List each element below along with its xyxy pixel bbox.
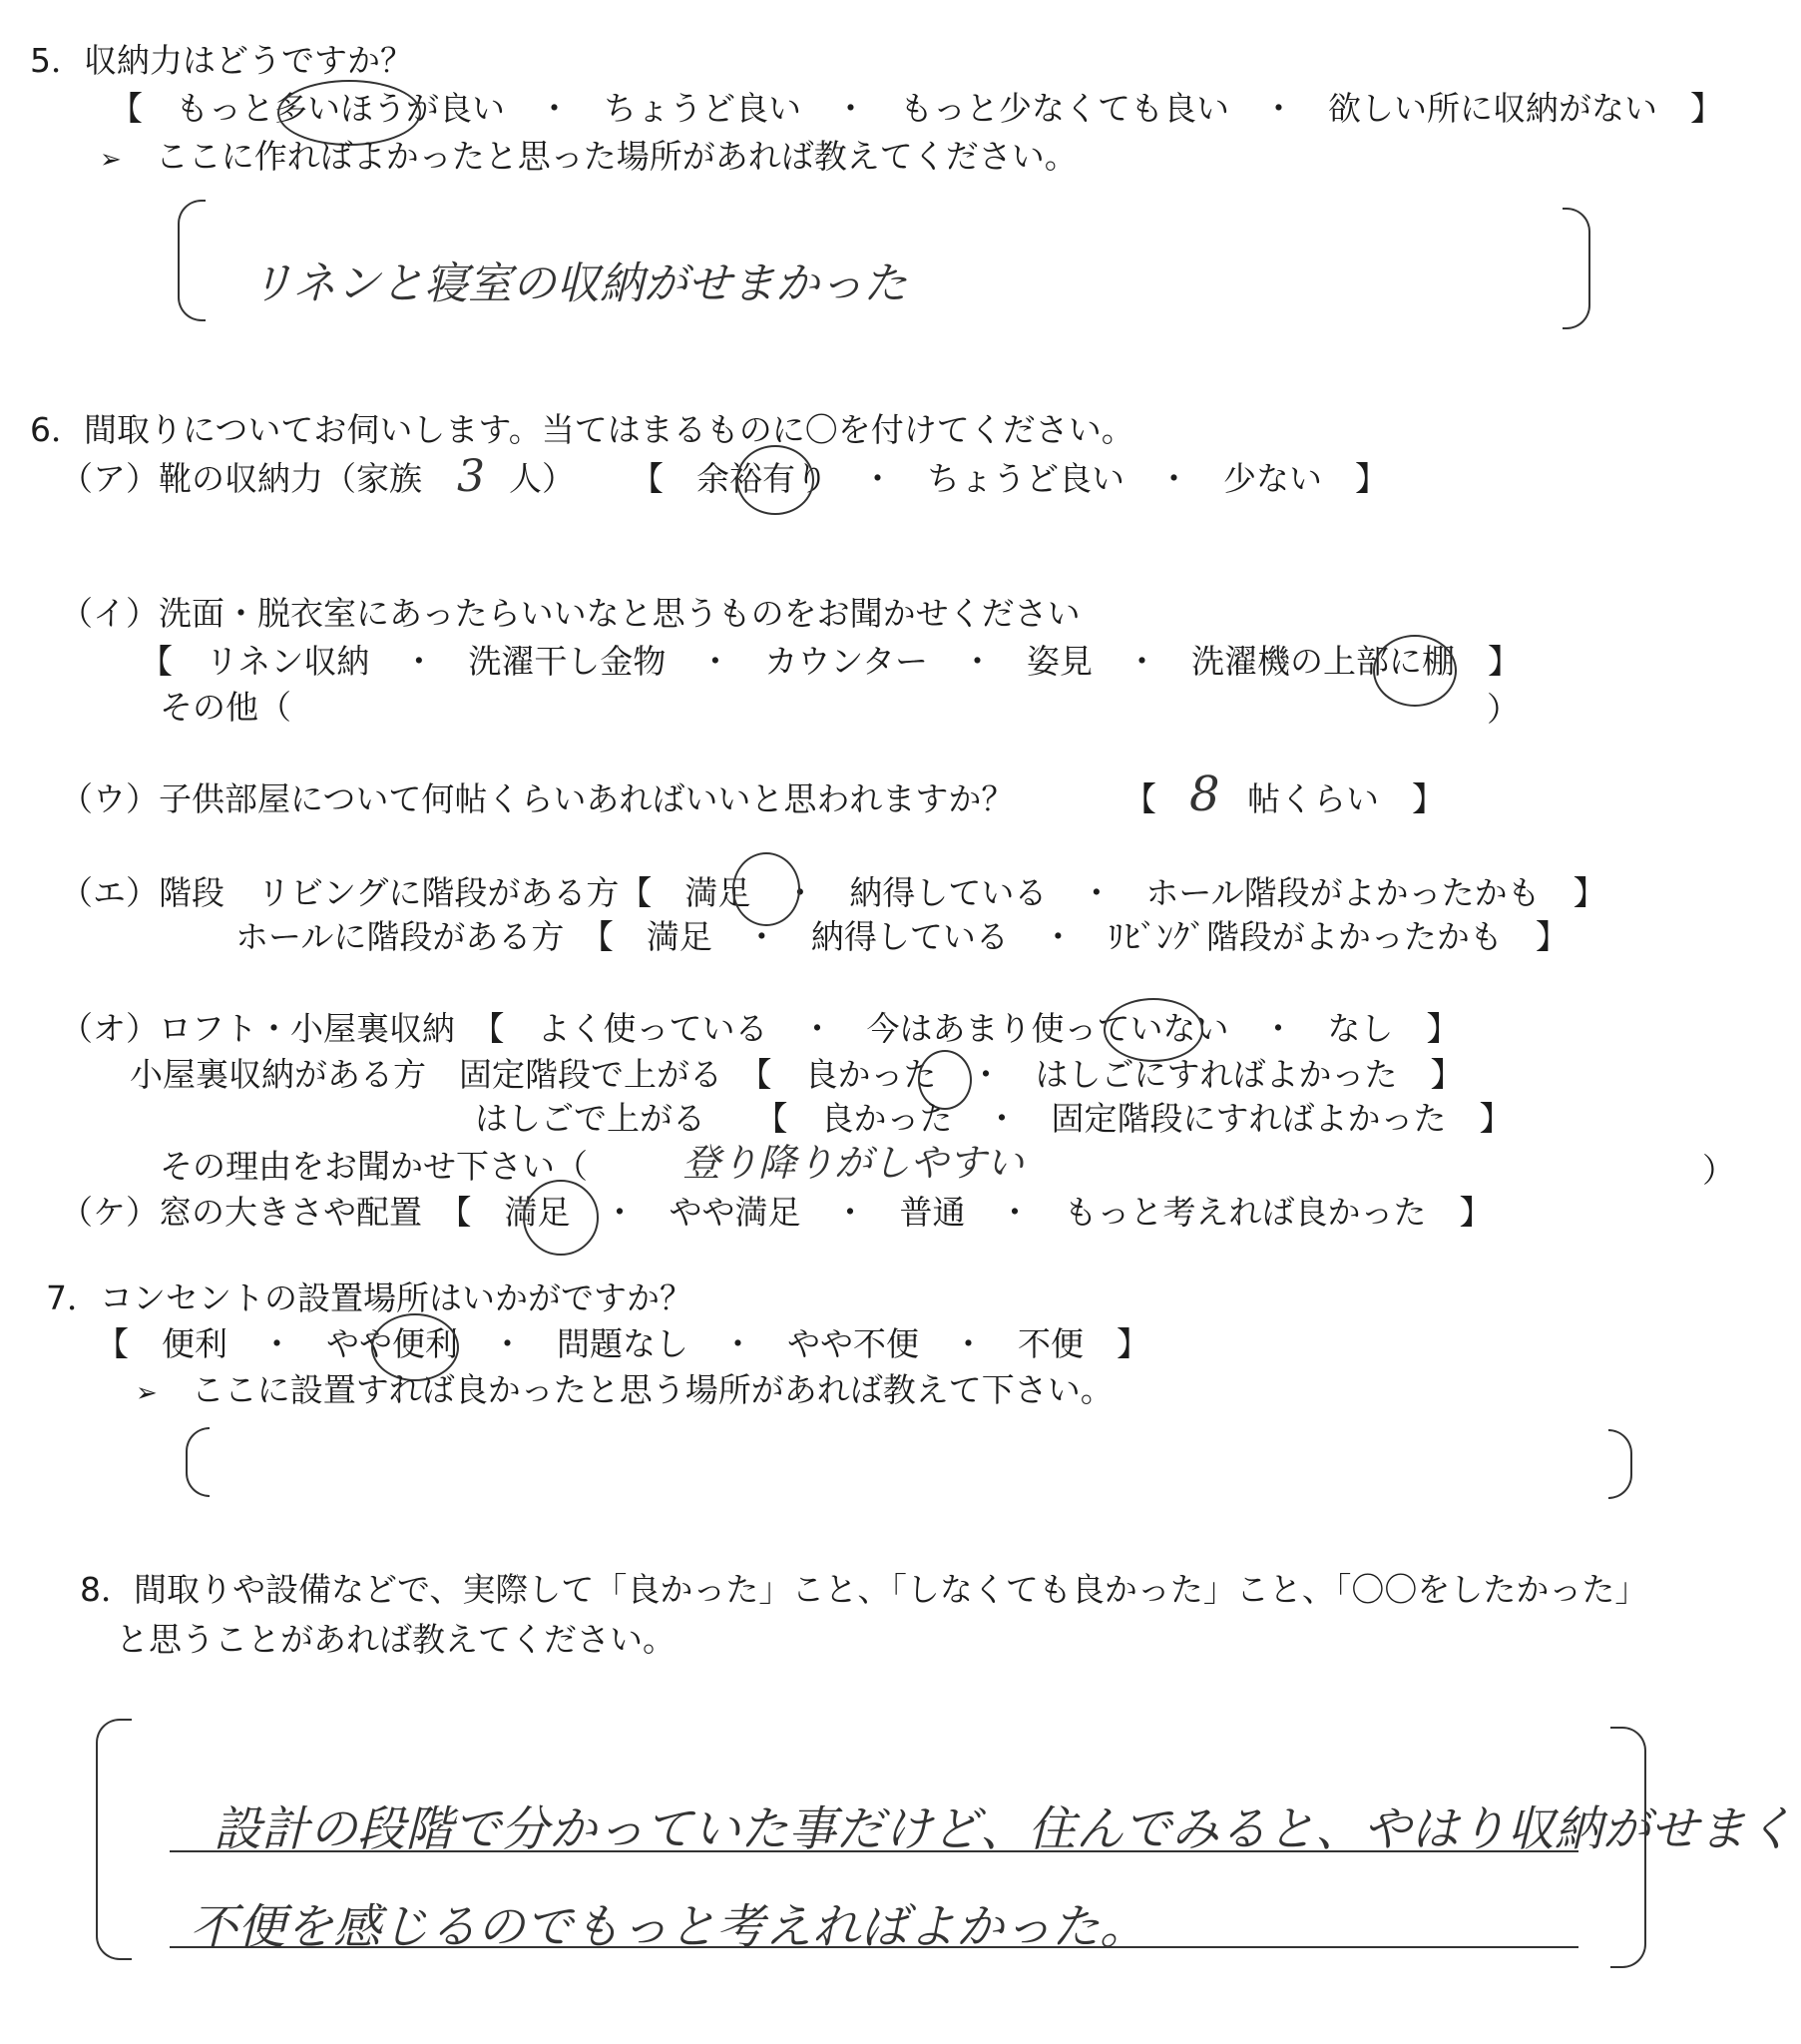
q6-i-other: その他（ <box>160 688 291 727</box>
q7-answer-bracket-right <box>1608 1429 1632 1499</box>
q7-options: 【 便利 ・ やや便利 ・ 問題なし ・ やや不便 ・ 不便 】 <box>96 1324 1149 1363</box>
q5-prompt <box>100 136 1078 181</box>
q5-options: 【 もっと多いほうが良い ・ ちょうど良い ・ もっと少なくても良い ・ 欲しい所に収納がない 】 <box>110 89 1723 128</box>
q6-o-line1: （オ）ロフト・小屋裏収納 【 よく使っている ・ 今はあまり使っていない ・ なし 】 <box>60 1009 1460 1048</box>
q6-o-reason: その理由をお聞かせ下さい（ <box>160 1147 588 1186</box>
q6-u-answer: 8 <box>1189 766 1220 822</box>
q6-i-other-close: ） <box>1487 690 1520 729</box>
q6-a-options: 【 余裕有り ・ ちょうど良い ・ 少ない 】 <box>631 459 1388 498</box>
q5-answer: リネンと寝室の収納がせまかった <box>249 258 908 309</box>
q6-a-label: （ア）靴の収納力（家族 <box>60 459 422 498</box>
q6-a-unit: 人） <box>509 459 575 498</box>
q7-prompt <box>136 1369 1114 1414</box>
q8-answer-line2: 不便を感じるのでもっと考えればよかった。 <box>190 1899 1148 1955</box>
q7-answer-bracket-left <box>186 1427 210 1497</box>
q5-title: 5．収納力はどうですか？ <box>30 41 413 80</box>
arrow-icon: ➢ <box>100 145 122 175</box>
q6-u-unit: 帖くらい 】 <box>1247 779 1445 818</box>
q8-answer-underline2 <box>170 1946 1578 1948</box>
arrow-icon: ➢ <box>136 1378 158 1408</box>
q8-answer-line1: 設計の段階で分かっていた事だけど、住んでみると、やはり収納がせまく <box>214 1801 1795 1857</box>
q6-e-line1: （エ）階段 リビングに階段がある方【 満足 ・ 納得している ・ ホール階段がよかったかも 】 <box>60 873 1606 912</box>
q7-title: 7．コンセントの設置場所はいかがですか？ <box>46 1278 692 1317</box>
q6-i-title: （イ）洗面・脱衣室にあったらいいなと思うものをお聞かせください <box>60 594 1081 633</box>
q5-prompt-text: ここに作ればよかったと思った場所があれば教えてください。 <box>155 137 1078 176</box>
q6-o-selection-circle <box>1104 998 1203 1062</box>
q6-a-selection-circle <box>736 445 814 515</box>
q8-answer-bracket-left <box>96 1719 132 1960</box>
q6-title: 6．間取りについてお伺いします。当てはまるものに〇を付けてください。 <box>30 410 1134 449</box>
q6-i-selection-circle <box>1373 635 1457 707</box>
q6-o-line3: はしごで上がる 【 良かった ・ 固定階段にすればよかった 】 <box>475 1099 1513 1138</box>
q8-title-line1: 8．間取りや設備などで、実際して「良かった」こと、「しなくても良かった」こと、「〇〇をしたかった」 <box>80 1570 1648 1609</box>
q6-a-family-count: 3 <box>457 451 485 502</box>
q5-answer-bracket-right <box>1563 208 1590 329</box>
q6-u-open: 【 <box>1124 779 1156 818</box>
q6-u-title: （ウ）子供部屋について何帖くらいあればいいと思われますか？ <box>60 779 1015 818</box>
q6-e-line2: ホールに階段がある方 【 満足 ・ 納得している ・ ﾘﾋﾞﾝｸﾞ階段がよかったかも 】 <box>235 917 1569 956</box>
q6-o-line2: 小屋裏収納がある方 固定階段で上がる 【 良かった ・ はしごにすればよかった 】 <box>130 1055 1464 1094</box>
q6-ke-selection-circle <box>523 1180 599 1256</box>
q8-answer-underline1 <box>170 1850 1578 1852</box>
q6-ke-line: （ケ）窓の大きさや配置 【 満足 ・ やや満足 ・ 普通 ・ もっと考えれば良かった 】 <box>60 1193 1493 1232</box>
q6-o-reason-answer: 登り降りがしやすい <box>682 1141 1025 1185</box>
q7-prompt-text: ここに設置すれば良かったと思う場所があれば教えて下さい。 <box>191 1370 1114 1409</box>
q6-i-options: 【 リネン収納 ・ 洗濯干し金物 ・ カウンター ・ 姿見 ・ 洗濯機の上部に棚 】 <box>140 642 1522 681</box>
q5-answer-bracket-left <box>178 200 206 321</box>
q6-e-selection-circle <box>732 852 800 926</box>
q8-title-line2: と思うことがあれば教えてください。 <box>116 1620 675 1659</box>
q6-o-reason-close: ） <box>1702 1151 1735 1190</box>
